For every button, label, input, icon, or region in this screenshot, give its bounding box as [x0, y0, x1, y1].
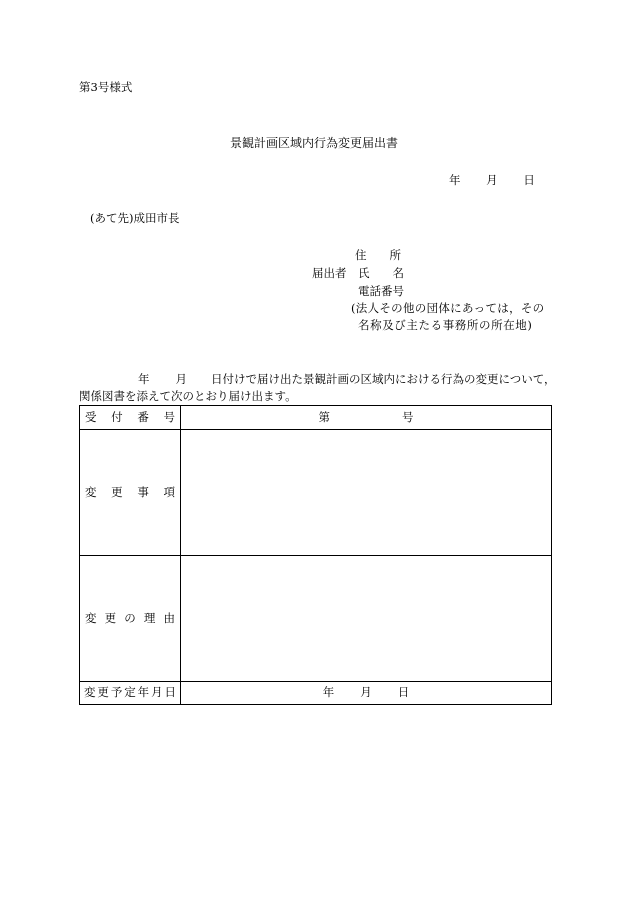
body-month-label: 月: [175, 372, 187, 386]
name-label: 氏 名: [358, 266, 404, 280]
address-label: 住 所: [355, 248, 401, 262]
scheduled-month-label: 月: [360, 685, 372, 700]
body-text-line1: [138, 374, 556, 386]
notification-table: [79, 405, 552, 705]
submission-date-line: [449, 175, 535, 187]
document-title: 景観計画区域内行為変更届出書: [230, 136, 399, 150]
form-number: 第3号様式: [79, 80, 133, 94]
table-row-scheduled-date: [80, 682, 552, 705]
body-text-line2: 関係図書を添えて次のとおり届け出ます。: [79, 389, 297, 403]
date-day-label: 日: [523, 173, 535, 187]
scheduled-day-label: 日: [397, 685, 410, 700]
change-items-field[interactable]: [181, 430, 552, 556]
addressee: (あて先)成田市長: [90, 211, 180, 225]
table-row-receipt: [80, 406, 552, 430]
scheduled-date-field[interactable]: [181, 682, 552, 705]
date-year-label: 年: [449, 173, 461, 187]
body-text-rest: 日付けで届け出た景観計画の区域内における行為の変更について，: [211, 372, 556, 386]
notifier-label: 届出者: [312, 266, 347, 280]
receipt-suffix: 号: [402, 409, 414, 424]
receipt-number-field[interactable]: [181, 406, 552, 430]
scheduled-year-label: 年: [322, 685, 335, 700]
phone-label: 電話番号: [358, 284, 404, 298]
corporate-note-line1: (法人その他の団体にあっては，その: [351, 301, 545, 315]
receipt-prefix: 第: [318, 409, 330, 424]
table-row-change-reason: [80, 556, 552, 682]
body-year-label: 年: [138, 372, 150, 386]
corporate-note-line2: 名称及び主たる事務所の所在地): [358, 318, 533, 332]
change-items-label: 変更事項: [80, 430, 181, 556]
table-row-change-items: [80, 430, 552, 556]
change-reason-label: 変更の理由: [80, 556, 181, 682]
scheduled-date-label: 変更予定年月日: [80, 682, 181, 705]
receipt-number-label: 受付番号: [80, 406, 181, 430]
date-month-label: 月: [486, 173, 498, 187]
change-reason-field[interactable]: [181, 556, 552, 682]
